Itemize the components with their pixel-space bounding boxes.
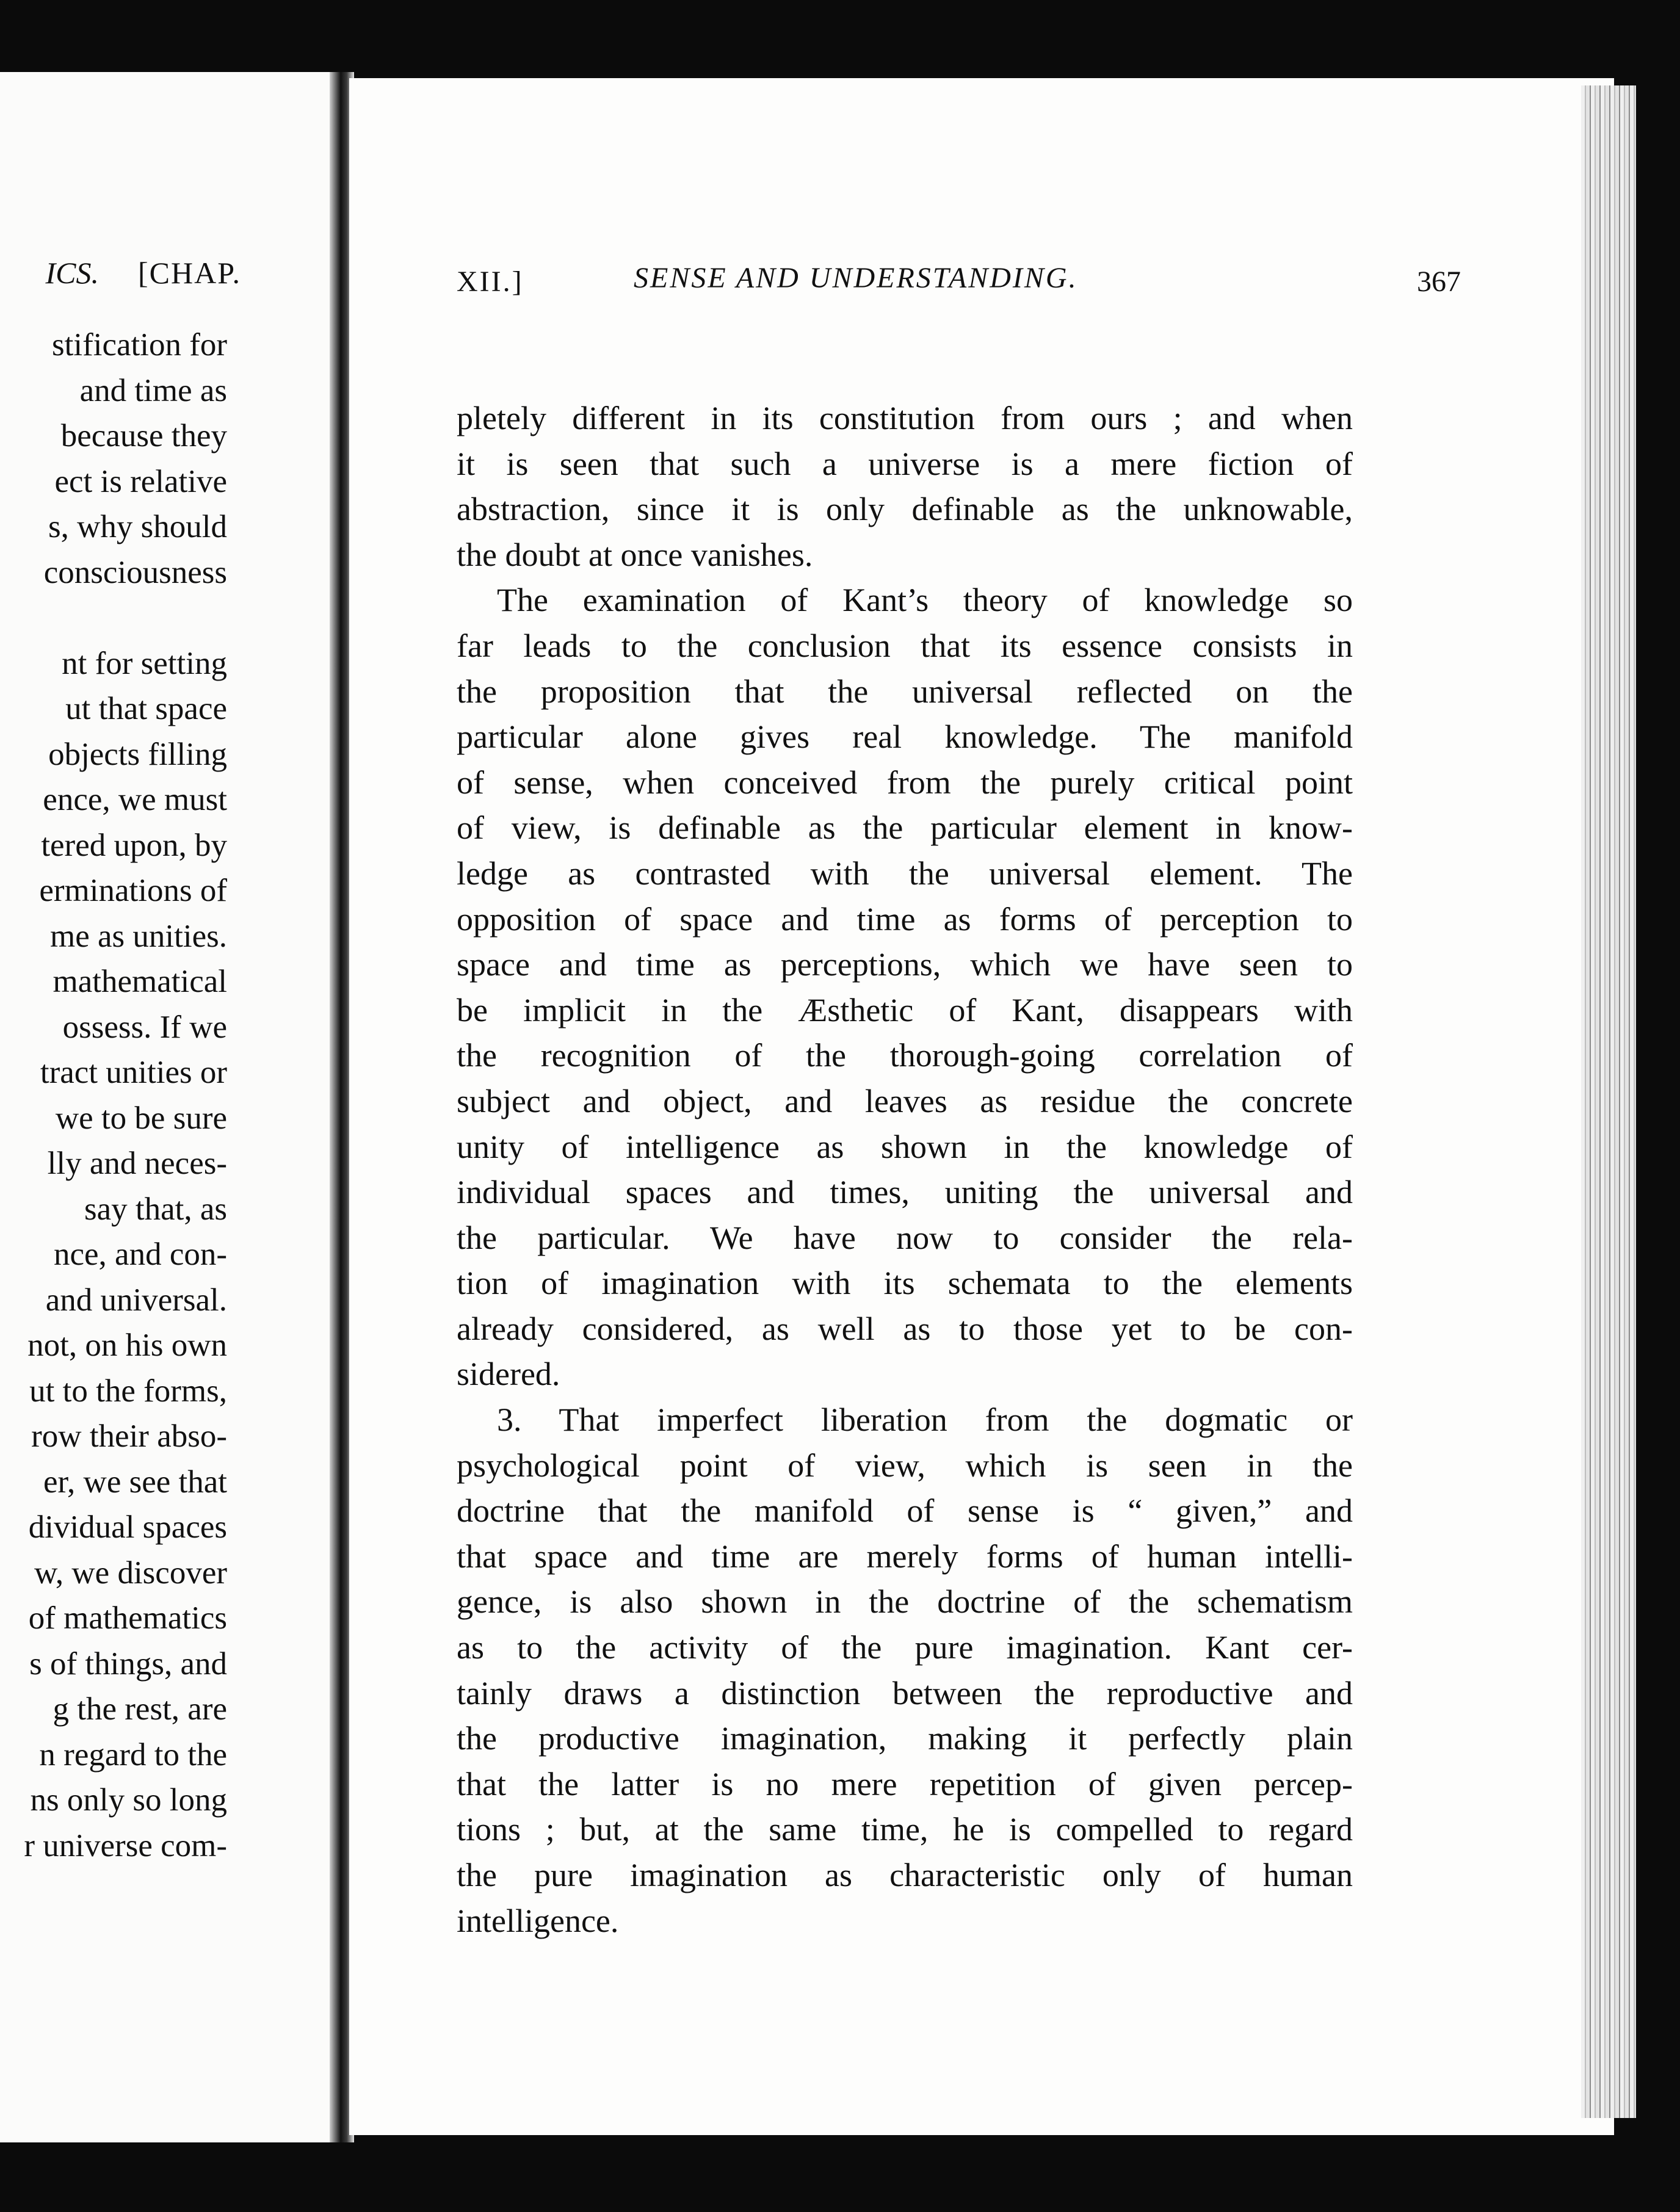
text-line: sidered. [457,1356,560,1393]
running-title: SENSE AND UNDERSTANDING. [634,262,1078,294]
left-text-line: ossess. If we [62,1009,227,1045]
left-text-line: of mathematics [28,1600,227,1636]
text-line: the particular. We have now to consider the rela- [457,1219,1353,1256]
text-line: as to the activity of the pure imagination. Kant cer- [457,1629,1353,1666]
text-line: gence, is also shown in the doctrine of the schematism [457,1583,1353,1621]
left-text-line: tract unities or [40,1055,227,1090]
text-line: the productive imagination, making it perfectly plain [457,1720,1353,1757]
text-line: the recognition of the thorough-going correlation of [457,1037,1353,1074]
left-text-line: row their abso- [31,1419,227,1454]
left-text-line: n regard to the [39,1737,227,1773]
left-text-line: w, we discover [34,1555,227,1591]
text-line: 3. That imperfect liberation from the dogmatic or [497,1401,1353,1439]
left-page-text [0,322,227,1868]
text-line: pletely different in its constitution from ours ; and when [457,400,1353,436]
left-text-line: dividual spaces [28,1509,227,1545]
left-text-line: lly and neces- [47,1146,227,1181]
text-line: that the latter is no mere repetition of given percep- [457,1765,1353,1802]
left-text-line: r universe com- [24,1827,227,1863]
left-running-head [0,255,343,304]
left-text-line: and time as [79,372,227,408]
left-text-line: and universal. [45,1282,227,1318]
left-text-line: ect is relative [54,463,227,499]
text-line: subject and object, and leaves as residue the concrete [457,1082,1353,1119]
text-line: abstraction, since it is only definable as the unknowable, [457,491,1353,528]
right-page [349,78,1614,2135]
text-line: be implicit in the Æsthetic of Kant, disappears with [457,991,1353,1028]
text-line: psychological point of view, which is seen in the [457,1447,1353,1484]
text-line: the doubt at once vanishes. [457,536,813,573]
left-chapter-label: [CHAP. [138,256,241,290]
left-running-title: ICS. [45,256,99,290]
left-text-line: g the rest, are [52,1691,227,1727]
left-text-line: mathematical [52,964,227,999]
page-number: 367 [1417,266,1461,298]
left-text-line [0,595,227,641]
left-text-line: ns only so long [30,1782,227,1818]
text-line: far leads to the conclusion that its essence consists in [457,627,1353,664]
text-line: tainly draws a distinction between the reproductive and [457,1674,1353,1711]
body-text [457,396,1353,1943]
left-text-line: say that, as [84,1191,227,1227]
left-text-line: ence, we must [43,782,227,817]
text-line: doctrine that the manifold of sense is “ given,” and [457,1492,1353,1530]
left-text-line: stification for [52,327,227,363]
text-line: the pure imagination as characteristic only of human [457,1857,1353,1893]
text-line: the proposition that the universal reflected on the [457,673,1353,710]
text-line: unity of intelligence as shown in the knowledge of [457,1128,1353,1165]
left-text-line: ut to the forms, [29,1373,227,1409]
left-text-line: we to be sure [55,1100,227,1136]
left-text-line: ut that space [65,691,227,726]
text-line: of sense, when conceived from the purely critical point [457,764,1353,801]
text-line: The examination of Kant’s theory of knowledge so [497,582,1353,619]
text-line: space and time as perceptions, which we have seen to [457,946,1353,983]
left-text-line: consciousness [43,554,227,590]
text-line: already considered, as well as to those yet to be con- [457,1310,1353,1347]
text-line: particular alone gives real knowledge. The manifold [457,718,1353,756]
text-line: opposition of space and time as forms of perception to [457,900,1353,938]
left-text-line: nce, and con- [54,1237,227,1272]
text-line: individual spaces and times, uniting the universal and [457,1174,1353,1211]
left-text-line: s, why should [48,509,227,544]
left-page [0,72,343,2142]
left-text-line: er, we see that [43,1464,227,1500]
left-text-line: because they [60,418,227,454]
text-line: that space and time are merely forms of human intelli- [457,1538,1353,1575]
text-line: tions ; but, at the same time, he is compelled to regard [457,1811,1353,1848]
chapter-label: XII.] [457,266,524,298]
text-line: intelligence. [457,1902,619,1939]
running-head [457,261,1461,310]
left-text-line: tered upon, by [41,827,227,863]
left-text-line: not, on his own [27,1328,227,1363]
text-line: tion of imagination with its schemata to the elements [457,1265,1353,1302]
left-text-line: nt for setting [62,645,227,681]
left-text-line: me as unities. [50,918,227,954]
left-text-line: s of things, and [29,1646,227,1682]
left-text-line: objects filling [48,736,227,772]
left-text-line: erminations of [39,873,227,908]
text-line: ledge as contrasted with the universal element. The [457,855,1353,892]
text-line: it is seen that such a universe is a mere fiction of [457,445,1353,482]
text-line: of view, is definable as the particular element in know- [457,809,1353,847]
page-edges [1581,85,1636,2118]
